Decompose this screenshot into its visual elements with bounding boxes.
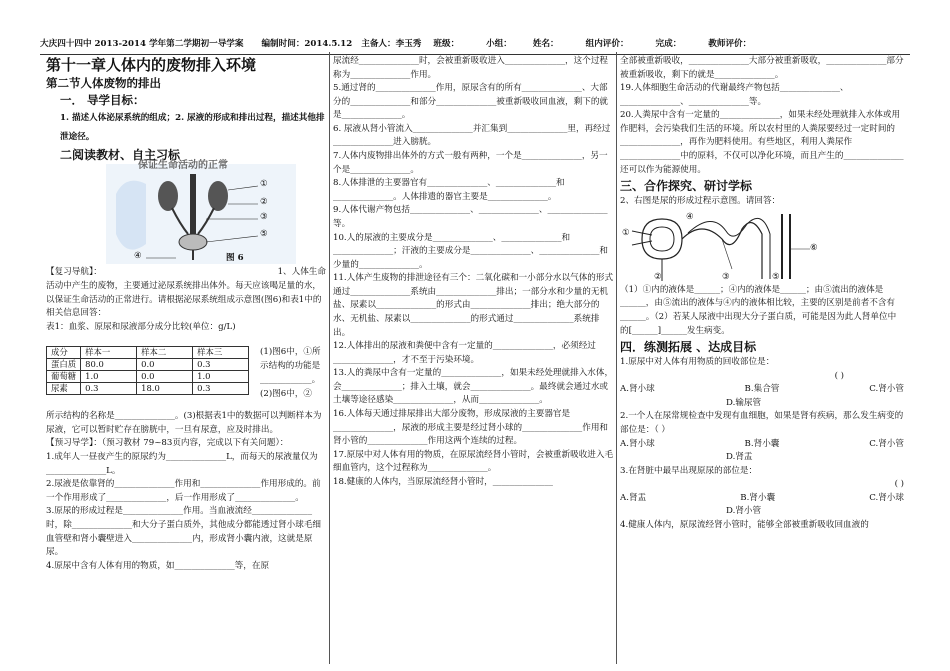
table-row xyxy=(47,371,249,383)
table-cell: 80.0 xyxy=(81,359,137,371)
table-cell: 1.0 xyxy=(81,371,137,383)
figure-mark-1: ① xyxy=(260,179,268,190)
question-19: 19.人体细胞生命活动的代谢最终产物包括______________、______________、______________等。 xyxy=(620,83,849,107)
learning-goal: 1. 描述人体泌尿系统的组成；2. 尿液的形成和排出过程，描述其他排泄途径。 xyxy=(60,112,325,142)
option-a: A.肾盂 xyxy=(620,492,647,503)
answer-paren: ( ) xyxy=(834,370,844,381)
table-header-cell: 样本三 xyxy=(193,347,249,359)
test-3: 3.在肾脏中最早出现原尿的部位是： xyxy=(620,465,758,476)
teacher-eval-field: 教师评价： xyxy=(708,39,752,49)
question-5: 5.通过肾的______________作用，原尿含有的所有______________、大部分的______________和部分______________被重新吸收回血液，剩下的就是______________。 xyxy=(333,83,609,121)
class-field: 班级： xyxy=(433,39,460,49)
table-header-cell: 成分 xyxy=(47,347,81,359)
option-d: D.肾盂 xyxy=(726,452,753,463)
figure-mark-4: ④ xyxy=(686,211,694,222)
column-middle xyxy=(333,55,614,490)
question-16: 16.人体每天通过排尿排出大部分废物，形成尿液的主要器官是______________，尿液的形成主要是经过肾小球的______________作用和肾小管的______________作用这两个连续的过程。 xyxy=(333,409,609,447)
table-row xyxy=(47,383,249,395)
table-caption: 表1：血浆、原尿和尿液部分成分比较(单位：g/L) xyxy=(46,321,236,332)
question-17: 17.原尿中对人体有用的物质，在原尿流经肾小管时，会被重新吸收进入毛细血管内，这个过程称为______________。 xyxy=(333,449,614,474)
figure-mark-4: ④ xyxy=(134,251,142,262)
part-heading: 二阅读教材、自主习标 xyxy=(60,148,181,163)
explore-question-2: 2、右图是尿的形成过程示意图。请回答： xyxy=(620,196,781,207)
question-11: 11.人体产生废物的排泄途径有三个：二氧化碳和一小部分水以气体的形式通过______________系统由______________排出；一部分水和少量的无机盐、尿素以______________的形式由______________排出；绝大部分的水、无机盐、尿素以______________的形式通过______________系统排出。 xyxy=(333,273,614,338)
page-header xyxy=(40,38,910,55)
question-10: 10.人的尿液的主要成分是______________、______________和______________；汗液的主要成分是______________、______________和少量的______________。 xyxy=(333,232,609,270)
figure-mark-1: ① xyxy=(622,227,630,238)
urine-formation-figure xyxy=(622,209,822,284)
question-9: 9.人体代谢产物包括______________、______________、______________等。 xyxy=(333,205,608,229)
option-a: A.肾小球 xyxy=(620,438,655,449)
part-heading: 三、合作探究、研讨学标 xyxy=(620,179,753,194)
part-heading: 一． 导学目标： xyxy=(60,92,145,107)
column-divider xyxy=(329,52,330,664)
table-cell: 18.0 xyxy=(137,383,193,395)
question-7: 7.人体内废物排出体外的方式一般有两种，一个是______________，另一个是______________。 xyxy=(333,151,608,175)
test-4: 4.健康人体内，原尿流经肾小管时，能够全部被重新吸收回血液的 xyxy=(620,520,869,531)
table-cell: 0.0 xyxy=(137,371,193,383)
done-field: 完成： xyxy=(655,39,682,49)
compile-time: 编制时间：2014.5.12 xyxy=(261,39,353,49)
question-3: 3.原尿的形成过程是______________作用。当血液流经______________时，除______________和大分子蛋白质外，其他成分都能透过肾小球毛细血管壁和肾小囊壁进入______________内，形成肾小囊内液，这就是原尿。 xyxy=(46,506,322,558)
question-2: 2.尿液是依靠肾的______________作用和______________作用形成的。前一个作用形成了______________，后一作用形成了______________。 xyxy=(46,479,321,503)
question-18: 18.健康的人体内，当原尿流经肾小管时，______________ xyxy=(333,476,553,487)
option-c: C.肾小管 xyxy=(869,438,904,449)
figure-mark-6: ⑥ xyxy=(810,242,818,253)
option-b: B.集合管 xyxy=(744,384,780,395)
section-title: 第二节人体废物的排出 xyxy=(46,76,161,91)
question-6: 6. 尿液从肾小管流入______________并汇集到______________里，再经过______________进入膀胱。 xyxy=(333,123,611,148)
figure-mark-5: ⑤ xyxy=(260,229,268,240)
table-side-questions: (1)图6中，①所示结构的功能是____________。(2)图6中，② xyxy=(260,347,321,399)
review-text: 活动中产生的废物，主要通过泌尿系统排出体外。每天应该喝足量的水，以保证生命活动的正常进行。请根据泌尿系统组成示意图(图6)和表1中的相关信息回答： xyxy=(46,280,322,319)
group-eval-field: 组内评价： xyxy=(585,39,629,49)
chapter-title: 第十一章人体内的废物排入环境 xyxy=(46,56,257,74)
school-term: 大庆四十四中 2013-2014 学年第二学期初一导学案 xyxy=(40,39,244,49)
option-d: D.输尿管 xyxy=(726,397,762,408)
table-header-cell: 样本一 xyxy=(81,347,137,359)
column-divider xyxy=(616,52,617,664)
explore-question-2-text: （1）①内的液体是______；④内的液体是______；由⑤流出的液体是______，由⑤流出的液体与④内的液体相比较，主要的区别是前者不含有______。（2）若某人尿液中出现大分子蛋白质，可能是因为此人肾单位中的[______]______发生病变。 xyxy=(620,284,897,336)
part-heading: 四．练测拓展 、达成目标 xyxy=(620,340,757,355)
table-cell: 0.0 xyxy=(137,359,193,371)
option-a: A.肾小球 xyxy=(620,384,655,395)
table-row xyxy=(47,359,249,371)
column-left xyxy=(46,55,326,573)
figure-caption-top: 保证生命活动的正常 xyxy=(138,160,228,172)
table-header-row xyxy=(47,347,249,359)
question-13: 13.人的粪尿中含有一定量的______________，如果未经处理就排入水体，会______________；排入土壤，就会______________。最终就会通过水或土壤等途径感染______________，从而______________。 xyxy=(333,368,614,406)
figure-mark-5: ⑤ xyxy=(772,271,780,282)
review-head: 【复习导航】： xyxy=(46,267,102,278)
table-cell: 蛋白质 xyxy=(47,359,81,371)
option-d: D.肾小管 xyxy=(726,506,762,517)
table-cell: 1.0 xyxy=(193,371,249,383)
name-field: 姓名： xyxy=(532,39,559,49)
answer-paren: ( ) xyxy=(894,479,904,490)
figure-mark-2: ② xyxy=(654,271,662,282)
question-20: 20.人粪尿中含有一定量的______________，如果未经处理就排入水体或用作肥料，会污染我们生活的环境。所以农村里的人粪尿要经过一定时间的______________，再作为肥料使用。有些地区，利用人粪尿作______________中的原料，不仅可以净化环境，而且产生的______________还可以作为能源使用。 xyxy=(620,110,904,175)
figure-mark-3: ③ xyxy=(722,271,730,282)
test-2: 2.一个人在尿常规检查中发现有血细胞，如果是肾有疾病，那么发生病变的部位是：（ ） xyxy=(620,411,904,435)
option-b: B.肾小囊 xyxy=(744,438,780,449)
question-1: 1.成年人一昼夜产生的原尿约为______________L，而每天的尿液量仅为______________L。 xyxy=(46,452,318,476)
option-c: C.肾小管 xyxy=(869,384,904,395)
option-c: C.肾小球 xyxy=(869,492,904,503)
column-right xyxy=(620,55,904,533)
after-table-text: 所示结构的名称是______________。(3)根据表1中的数据可以判断样本为尿液，它可以暂时贮存在膀胱中，一旦有尿意，应及时排出。 xyxy=(46,411,322,435)
option-b: B.肾小囊 xyxy=(740,492,776,503)
composition-table xyxy=(46,346,249,395)
preview-head: 【预习导学】：（预习教材 79~83页内容，完成以下有关问题）： xyxy=(46,438,289,449)
table-cell: 0.3 xyxy=(81,383,137,395)
table-cell: 尿素 xyxy=(47,383,81,395)
table-cell: 0.3 xyxy=(193,383,249,395)
group-field: 小组： xyxy=(486,39,512,49)
question-8: 8.人体排泄的主要器官有______________、______________和______________。人体排遗的器官主要是______________。 xyxy=(333,178,565,202)
figure-mark-3: ③ xyxy=(260,212,268,223)
question-18-cont: 全部被重新吸收，______________大部分被重新吸收，______________部分被重新吸收，剩下的就是______________。 xyxy=(620,56,904,80)
table-header-cell: 样本二 xyxy=(137,347,193,359)
question-12: 12.人体排出的尿液和粪便中含有一定量的______________，必须经过______________，才不至于污染环境。 xyxy=(333,341,596,365)
question-4: 4.原尿中含有人体有用的物质，如______________等，在原 xyxy=(46,560,270,571)
figure-mark-2: ② xyxy=(260,197,268,208)
question-4-cont: 尿流经______________时，会被重新吸收进入______________，这个过程称为______________作用。 xyxy=(333,56,609,80)
author: 主备人：李玉秀 xyxy=(361,39,422,49)
test-1: 1.原尿中对人体有用物质的回收部位是： xyxy=(620,357,775,368)
review-tail: 1、人体生命 xyxy=(277,267,326,278)
figure-label: 图 6 xyxy=(226,253,244,264)
urinary-system-figure xyxy=(106,160,296,264)
table-cell: 葡萄糖 xyxy=(47,371,81,383)
table-cell: 0.3 xyxy=(193,359,249,371)
